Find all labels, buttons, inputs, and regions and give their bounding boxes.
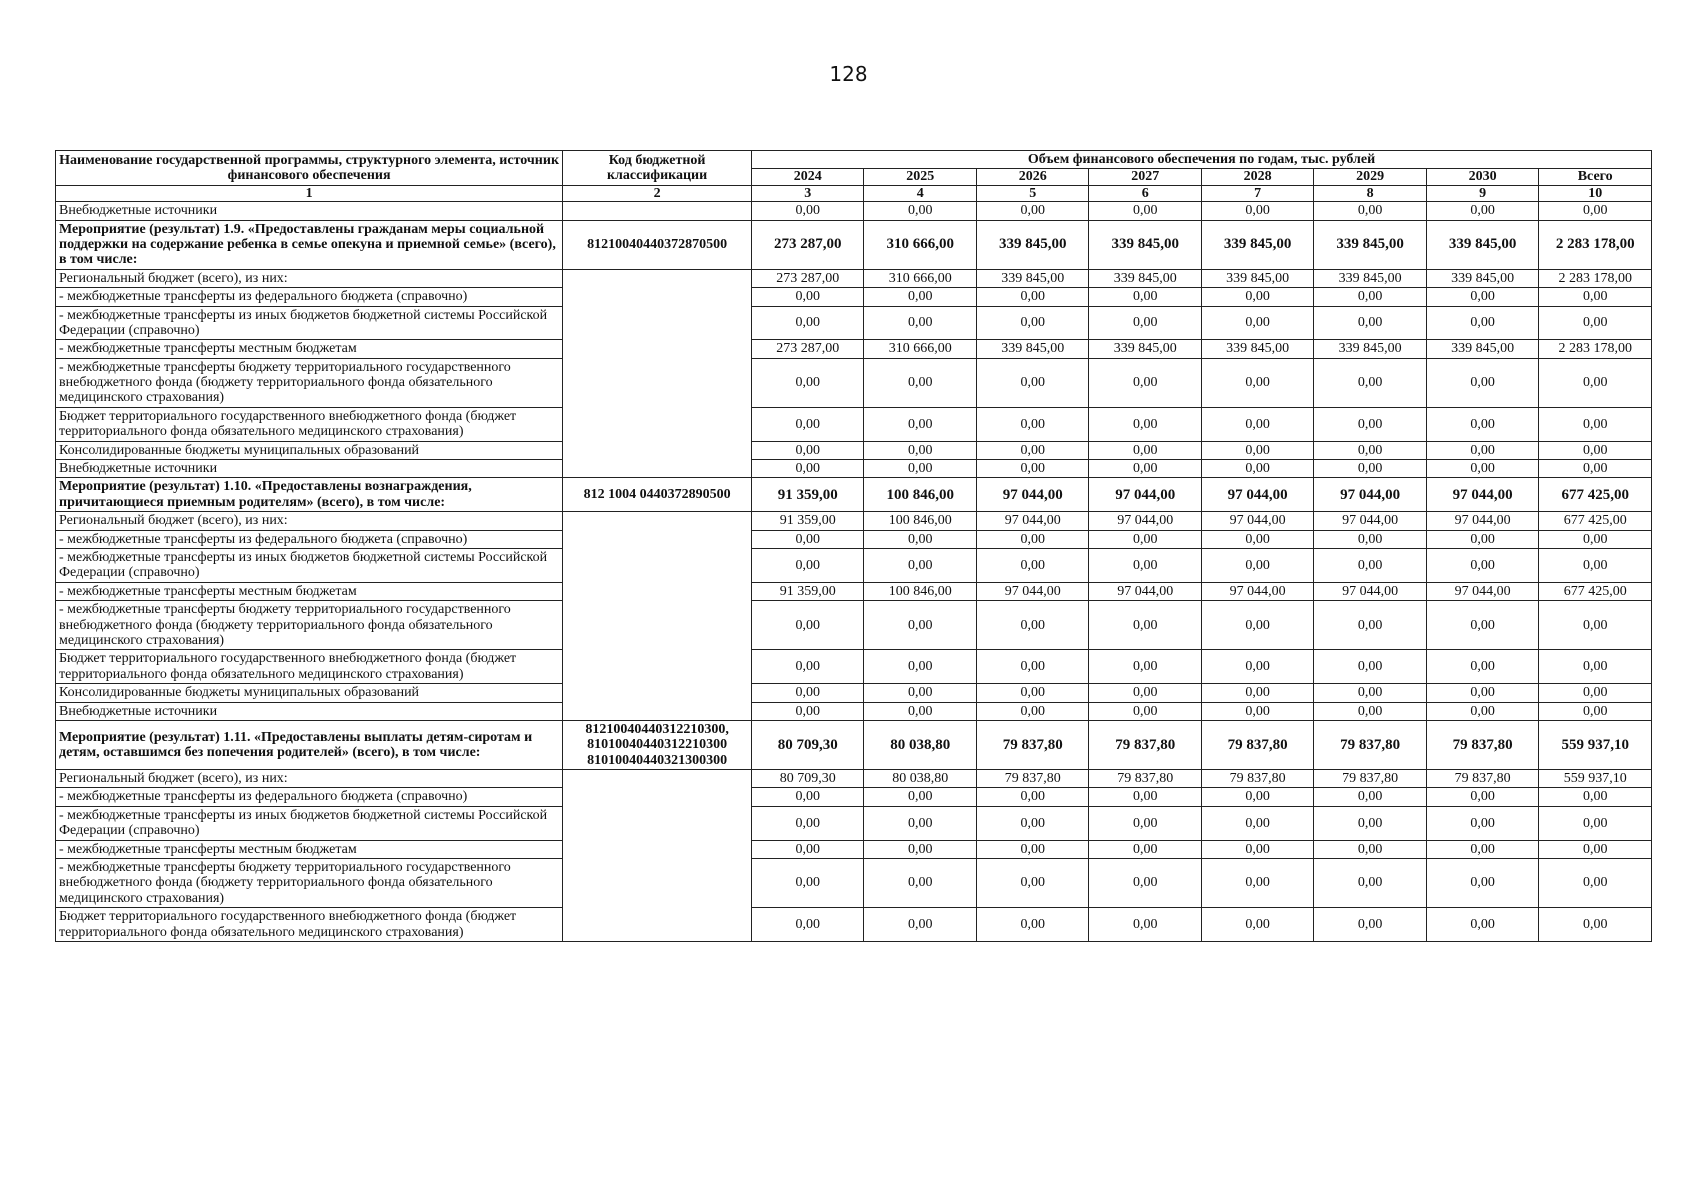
row-year-value: 339 845,00 (976, 340, 1088, 358)
row-year-value: 0,00 (1426, 908, 1538, 942)
header-year: 2026 (976, 169, 1088, 185)
row-year-value: 310 666,00 (864, 340, 976, 358)
row-name: Региональный бюджет (всего), из них: (56, 269, 563, 287)
row-total-value: 0,00 (1539, 358, 1652, 407)
row-name: Консолидированные бюджеты муниципальных образований (56, 684, 563, 702)
table-row (56, 269, 1652, 287)
table-row (56, 306, 1652, 340)
table-row (56, 601, 1652, 650)
table-row (56, 702, 1652, 720)
row-name: Мероприятие (результат) 1.9. «Предоставлены гражданам меры социальной поддержки на содержание ребенка в семье опекуна и приемной семье» (всего), в том числе: (56, 220, 563, 269)
row-total-value: 559 937,10 (1539, 720, 1652, 769)
row-year-value: 0,00 (976, 650, 1088, 684)
row-year-value: 0,00 (864, 702, 976, 720)
row-total-value: 0,00 (1539, 684, 1652, 702)
row-year-value: 0,00 (1426, 859, 1538, 908)
row-year-value: 0,00 (1426, 460, 1538, 478)
row-name: - межбюджетные трансферты из иных бюджетов бюджетной системы Российской Федерации (справочно) (56, 306, 563, 340)
row-code-empty (563, 202, 752, 220)
row-year-value: 0,00 (1201, 441, 1313, 459)
row-total-value: 0,00 (1539, 407, 1652, 441)
row-year-value: 0,00 (1314, 407, 1426, 441)
row-year-value: 0,00 (1089, 650, 1201, 684)
row-year-value: 0,00 (1201, 407, 1313, 441)
row-total-value: 0,00 (1539, 702, 1652, 720)
row-year-value: 0,00 (752, 908, 864, 942)
row-year-value: 79 837,80 (1426, 720, 1538, 769)
row-year-value: 79 837,80 (1201, 770, 1313, 788)
row-name: Внебюджетные источники (56, 460, 563, 478)
row-code: 81210040440372870500 (563, 220, 752, 269)
row-total-value: 677 425,00 (1539, 582, 1652, 600)
row-name: Бюджет территориального государственного внебюджетного фонда (бюджет территориального фонда обязательного медицинского страхования) (56, 908, 563, 942)
row-year-value: 339 845,00 (1314, 269, 1426, 287)
row-year-value: 0,00 (1201, 358, 1313, 407)
table-row (56, 806, 1652, 840)
table-row (56, 202, 1652, 220)
row-year-value: 0,00 (864, 788, 976, 806)
row-year-value: 100 846,00 (864, 478, 976, 512)
row-total-value: 0,00 (1539, 460, 1652, 478)
row-year-value: 0,00 (864, 441, 976, 459)
row-year-value: 79 837,80 (1201, 720, 1313, 769)
table-row (56, 908, 1652, 942)
row-year-value: 97 044,00 (1201, 478, 1313, 512)
row-year-value: 0,00 (752, 548, 864, 582)
row-year-value: 100 846,00 (864, 582, 976, 600)
row-year-value: 0,00 (1089, 859, 1201, 908)
row-year-value: 0,00 (1089, 702, 1201, 720)
row-year-value: 0,00 (1426, 441, 1538, 459)
row-year-value: 0,00 (1314, 684, 1426, 702)
row-year-value: 0,00 (1314, 601, 1426, 650)
row-year-value: 0,00 (1426, 702, 1538, 720)
row-total-value: 0,00 (1539, 530, 1652, 548)
row-total-value: 0,00 (1539, 859, 1652, 908)
table-row (56, 441, 1652, 459)
row-year-value: 0,00 (1089, 202, 1201, 220)
row-year-value: 0,00 (1201, 306, 1313, 340)
row-year-value: 0,00 (1314, 908, 1426, 942)
table-row (56, 340, 1652, 358)
row-year-value: 97 044,00 (1089, 478, 1201, 512)
row-name: - межбюджетные трансферты из иных бюджетов бюджетной системы Российской Федерации (справочно) (56, 806, 563, 840)
row-code: 812 1004 0440372890500 (563, 478, 752, 512)
row-name: - межбюджетные трансферты бюджету территориального государственного внебюджетного фонда (бюджету территориального фонда обязательного медицинского страхования) (56, 358, 563, 407)
row-name: Региональный бюджет (всего), из них: (56, 512, 563, 530)
column-number: 8 (1314, 185, 1426, 201)
row-year-value: 0,00 (752, 202, 864, 220)
column-number: 6 (1089, 185, 1201, 201)
row-total-value: 559 937,10 (1539, 770, 1652, 788)
row-year-value: 0,00 (864, 806, 976, 840)
row-year-value: 0,00 (1426, 202, 1538, 220)
row-year-value: 0,00 (1426, 358, 1538, 407)
row-year-value: 0,00 (976, 702, 1088, 720)
row-year-value: 0,00 (1201, 908, 1313, 942)
row-year-value: 79 837,80 (1089, 720, 1201, 769)
row-year-value: 0,00 (1201, 702, 1313, 720)
row-year-value: 0,00 (976, 840, 1088, 858)
row-year-value: 0,00 (1089, 806, 1201, 840)
row-year-value: 79 837,80 (1426, 770, 1538, 788)
row-year-value: 0,00 (1426, 288, 1538, 306)
row-code: 81210040440312210300, 81010040440312210300 81010040440321300300 (563, 720, 752, 769)
row-name: Бюджет территориального государственного внебюджетного фонда (бюджет территориального фонда обязательного медицинского страхования) (56, 650, 563, 684)
row-year-value: 0,00 (1089, 840, 1201, 858)
row-total-value: 0,00 (1539, 441, 1652, 459)
row-year-value: 0,00 (1314, 548, 1426, 582)
row-year-value: 0,00 (1426, 806, 1538, 840)
row-name: - межбюджетные трансферты местным бюджетам (56, 840, 563, 858)
row-year-value: 0,00 (864, 358, 976, 407)
row-year-value: 0,00 (1089, 684, 1201, 702)
row-year-value: 0,00 (864, 460, 976, 478)
table-row (56, 220, 1652, 269)
table-row (56, 720, 1652, 769)
row-year-value: 0,00 (1314, 288, 1426, 306)
header-name-column: Наименование государственной программы, структурного элемента, источник финансового обеспечения (56, 151, 563, 186)
row-year-value: 91 359,00 (752, 582, 864, 600)
row-year-value: 0,00 (864, 202, 976, 220)
row-name: Мероприятие (результат) 1.10. «Предоставлены вознаграждения, причитающиеся приемным родителям» (всего), в том числе: (56, 478, 563, 512)
row-year-value: 0,00 (1089, 460, 1201, 478)
row-year-value: 0,00 (864, 601, 976, 650)
table-row (56, 582, 1652, 600)
header-total: Всего (1539, 169, 1652, 185)
column-number: 1 (56, 185, 563, 201)
header-year: 2025 (864, 169, 976, 185)
row-year-value: 0,00 (864, 859, 976, 908)
row-year-value: 80 038,80 (864, 720, 976, 769)
row-year-value: 0,00 (864, 684, 976, 702)
row-year-value: 0,00 (752, 650, 864, 684)
row-year-value: 0,00 (1089, 530, 1201, 548)
row-year-value: 97 044,00 (1426, 512, 1538, 530)
row-year-value: 0,00 (1314, 859, 1426, 908)
row-year-value: 0,00 (752, 601, 864, 650)
row-year-value: 0,00 (1089, 908, 1201, 942)
row-year-value: 0,00 (752, 684, 864, 702)
row-year-value: 0,00 (864, 650, 976, 684)
row-year-value: 339 845,00 (1201, 340, 1313, 358)
table-row (56, 512, 1652, 530)
row-year-value: 339 845,00 (976, 220, 1088, 269)
row-name: Консолидированные бюджеты муниципальных образований (56, 441, 563, 459)
row-total-value: 0,00 (1539, 806, 1652, 840)
header-year: 2027 (1089, 169, 1201, 185)
row-year-value: 0,00 (1426, 601, 1538, 650)
row-name: - межбюджетные трансферты бюджету территориального государственного внебюджетного фонда (бюджету территориального фонда обязательного медицинского страхования) (56, 601, 563, 650)
row-year-value: 273 287,00 (752, 269, 864, 287)
row-year-value: 0,00 (864, 407, 976, 441)
row-year-value: 0,00 (752, 288, 864, 306)
row-year-value: 339 845,00 (1314, 340, 1426, 358)
row-year-value: 97 044,00 (1089, 512, 1201, 530)
row-year-value: 0,00 (1314, 202, 1426, 220)
row-year-value: 0,00 (752, 859, 864, 908)
row-name: - межбюджетные трансферты бюджету территориального государственного внебюджетного фонда (бюджету территориального фонда обязательного медицинского страхования) (56, 859, 563, 908)
row-year-value: 339 845,00 (1314, 220, 1426, 269)
row-year-value: 97 044,00 (1426, 478, 1538, 512)
row-year-value: 0,00 (1089, 358, 1201, 407)
column-number: 2 (563, 185, 752, 201)
row-total-value: 2 283 178,00 (1539, 269, 1652, 287)
table-row (56, 530, 1652, 548)
header-volume-column: Объем финансового обеспечения по годам, тыс. рублей (752, 151, 1652, 169)
row-total-value: 677 425,00 (1539, 512, 1652, 530)
row-year-value: 0,00 (1201, 650, 1313, 684)
row-name: - межбюджетные трансферты местным бюджетам (56, 582, 563, 600)
row-year-value: 0,00 (976, 684, 1088, 702)
row-year-value: 97 044,00 (976, 582, 1088, 600)
row-year-value: 0,00 (1089, 548, 1201, 582)
row-year-value: 97 044,00 (976, 478, 1088, 512)
table-row (56, 770, 1652, 788)
column-number: 5 (976, 185, 1088, 201)
row-year-value: 0,00 (1426, 840, 1538, 858)
row-year-value: 0,00 (976, 548, 1088, 582)
row-year-value: 100 846,00 (864, 512, 976, 530)
row-year-value: 97 044,00 (1314, 512, 1426, 530)
column-number: 3 (752, 185, 864, 201)
row-year-value: 0,00 (1426, 548, 1538, 582)
row-year-value: 0,00 (752, 407, 864, 441)
row-total-value: 2 283 178,00 (1539, 220, 1652, 269)
row-year-value: 0,00 (1314, 358, 1426, 407)
row-year-value: 0,00 (752, 702, 864, 720)
column-number: 7 (1201, 185, 1313, 201)
table-row (56, 840, 1652, 858)
row-year-value: 0,00 (1201, 530, 1313, 548)
row-year-value: 0,00 (976, 288, 1088, 306)
row-code-empty (563, 269, 752, 478)
row-year-value: 0,00 (1089, 788, 1201, 806)
row-year-value: 0,00 (752, 806, 864, 840)
row-year-value: 79 837,80 (1089, 770, 1201, 788)
row-year-value: 97 044,00 (1201, 582, 1313, 600)
row-year-value: 0,00 (976, 202, 1088, 220)
row-year-value: 80 709,30 (752, 720, 864, 769)
row-year-value: 0,00 (752, 460, 864, 478)
table-row (56, 788, 1652, 806)
row-year-value: 0,00 (1314, 806, 1426, 840)
row-year-value: 0,00 (976, 407, 1088, 441)
row-total-value: 0,00 (1539, 601, 1652, 650)
row-year-value: 80 709,30 (752, 770, 864, 788)
row-year-value: 0,00 (1314, 530, 1426, 548)
row-total-value: 0,00 (1539, 288, 1652, 306)
column-number: 4 (864, 185, 976, 201)
row-year-value: 0,00 (976, 441, 1088, 459)
budget-table (55, 150, 1652, 942)
row-year-value: 0,00 (864, 840, 976, 858)
row-year-value: 0,00 (976, 788, 1088, 806)
row-year-value: 0,00 (1426, 306, 1538, 340)
row-year-value: 310 666,00 (864, 269, 976, 287)
row-year-value: 273 287,00 (752, 220, 864, 269)
table-row (56, 548, 1652, 582)
row-year-value: 0,00 (864, 548, 976, 582)
row-year-value: 0,00 (1201, 788, 1313, 806)
row-year-value: 79 837,80 (1314, 720, 1426, 769)
row-year-value: 0,00 (976, 859, 1088, 908)
row-year-value: 0,00 (1089, 407, 1201, 441)
row-year-value: 97 044,00 (1314, 478, 1426, 512)
row-year-value: 0,00 (1201, 859, 1313, 908)
row-total-value: 0,00 (1539, 840, 1652, 858)
row-year-value: 0,00 (1314, 441, 1426, 459)
row-code-empty (563, 512, 752, 721)
row-total-value: 0,00 (1539, 202, 1652, 220)
row-year-value: 0,00 (864, 908, 976, 942)
row-total-value: 0,00 (1539, 306, 1652, 340)
row-name: - межбюджетные трансферты местным бюджетам (56, 340, 563, 358)
row-year-value: 0,00 (1426, 530, 1538, 548)
row-year-value: 0,00 (752, 788, 864, 806)
row-code-empty (563, 770, 752, 942)
row-year-value: 339 845,00 (1201, 220, 1313, 269)
table-row (56, 684, 1652, 702)
row-year-value: 0,00 (864, 288, 976, 306)
row-year-value: 0,00 (752, 441, 864, 459)
row-year-value: 0,00 (752, 306, 864, 340)
row-name: Внебюджетные источники (56, 702, 563, 720)
row-year-value: 97 044,00 (1314, 582, 1426, 600)
row-year-value: 0,00 (1089, 306, 1201, 340)
row-year-value: 79 837,80 (976, 720, 1088, 769)
table-row (56, 358, 1652, 407)
row-year-value: 79 837,80 (976, 770, 1088, 788)
row-year-value: 0,00 (1426, 788, 1538, 806)
row-year-value: 0,00 (976, 530, 1088, 548)
row-year-value: 0,00 (1314, 788, 1426, 806)
row-name: - межбюджетные трансферты из федерального бюджета (справочно) (56, 288, 563, 306)
row-year-value: 339 845,00 (976, 269, 1088, 287)
table-row (56, 859, 1652, 908)
row-year-value: 0,00 (1201, 460, 1313, 478)
row-year-value: 339 845,00 (1089, 340, 1201, 358)
page-number: 128 (829, 62, 868, 86)
row-total-value: 677 425,00 (1539, 478, 1652, 512)
row-year-value: 0,00 (976, 601, 1088, 650)
header-year: 2030 (1426, 169, 1538, 185)
row-year-value: 0,00 (864, 530, 976, 548)
row-year-value: 0,00 (864, 306, 976, 340)
row-year-value: 339 845,00 (1089, 269, 1201, 287)
row-year-value: 0,00 (1201, 548, 1313, 582)
row-total-value: 0,00 (1539, 548, 1652, 582)
row-year-value: 0,00 (1314, 840, 1426, 858)
row-year-value: 0,00 (976, 460, 1088, 478)
row-name: Региональный бюджет (всего), из них: (56, 770, 563, 788)
table-body (56, 202, 1652, 942)
row-year-value: 0,00 (976, 806, 1088, 840)
row-name: Внебюджетные источники (56, 202, 563, 220)
row-year-value: 0,00 (1314, 460, 1426, 478)
row-year-value: 0,00 (1201, 684, 1313, 702)
row-year-value: 0,00 (1314, 306, 1426, 340)
column-number: 10 (1539, 185, 1652, 201)
row-total-value: 2 283 178,00 (1539, 340, 1652, 358)
row-name: - межбюджетные трансферты из федерального бюджета (справочно) (56, 788, 563, 806)
row-year-value: 310 666,00 (864, 220, 976, 269)
row-name: - межбюджетные трансферты из федерального бюджета (справочно) (56, 530, 563, 548)
row-year-value: 0,00 (1201, 202, 1313, 220)
header-code-column: Код бюджетной классификации (563, 151, 752, 186)
row-year-value: 339 845,00 (1201, 269, 1313, 287)
row-year-value: 0,00 (1089, 288, 1201, 306)
row-year-value: 80 038,80 (864, 770, 976, 788)
row-year-value: 97 044,00 (976, 512, 1088, 530)
table-row (56, 288, 1652, 306)
row-year-value: 0,00 (1089, 601, 1201, 650)
row-year-value: 0,00 (1426, 650, 1538, 684)
row-name: Мероприятие (результат) 1.11. «Предоставлены выплаты детям-сиротам и детям, оставшимся без попечения родителей» (всего), в том числе: (56, 720, 563, 769)
header-year: 2024 (752, 169, 864, 185)
header-year: 2029 (1314, 169, 1426, 185)
header-year: 2028 (1201, 169, 1313, 185)
row-year-value: 0,00 (1201, 840, 1313, 858)
row-year-value: 79 837,80 (1314, 770, 1426, 788)
row-year-value: 0,00 (1201, 806, 1313, 840)
table-row (56, 407, 1652, 441)
row-year-value: 0,00 (976, 908, 1088, 942)
row-total-value: 0,00 (1539, 788, 1652, 806)
row-year-value: 0,00 (976, 306, 1088, 340)
row-year-value: 0,00 (1201, 288, 1313, 306)
row-year-value: 0,00 (1314, 702, 1426, 720)
row-year-value: 0,00 (1314, 650, 1426, 684)
row-year-value: 0,00 (1426, 684, 1538, 702)
row-year-value: 273 287,00 (752, 340, 864, 358)
row-year-value: 0,00 (1426, 407, 1538, 441)
row-total-value: 0,00 (1539, 650, 1652, 684)
row-name: Бюджет территориального государственного внебюджетного фонда (бюджет территориального фонда обязательного медицинского страхования) (56, 407, 563, 441)
row-year-value: 97 044,00 (1426, 582, 1538, 600)
row-year-value: 0,00 (1201, 601, 1313, 650)
row-total-value: 0,00 (1539, 908, 1652, 942)
row-year-value: 339 845,00 (1426, 340, 1538, 358)
row-year-value: 0,00 (752, 530, 864, 548)
row-year-value: 0,00 (752, 358, 864, 407)
row-year-value: 97 044,00 (1089, 582, 1201, 600)
row-year-value: 91 359,00 (752, 512, 864, 530)
table-row (56, 478, 1652, 512)
row-year-value: 339 845,00 (1089, 220, 1201, 269)
row-year-value: 97 044,00 (1201, 512, 1313, 530)
row-year-value: 0,00 (1089, 441, 1201, 459)
row-year-value: 0,00 (976, 358, 1088, 407)
row-year-value: 339 845,00 (1426, 220, 1538, 269)
table-row (56, 460, 1652, 478)
row-year-value: 91 359,00 (752, 478, 864, 512)
row-year-value: 0,00 (752, 840, 864, 858)
table-row (56, 650, 1652, 684)
row-year-value: 339 845,00 (1426, 269, 1538, 287)
column-number: 9 (1426, 185, 1538, 201)
row-name: - межбюджетные трансферты из иных бюджетов бюджетной системы Российской Федерации (справочно) (56, 548, 563, 582)
